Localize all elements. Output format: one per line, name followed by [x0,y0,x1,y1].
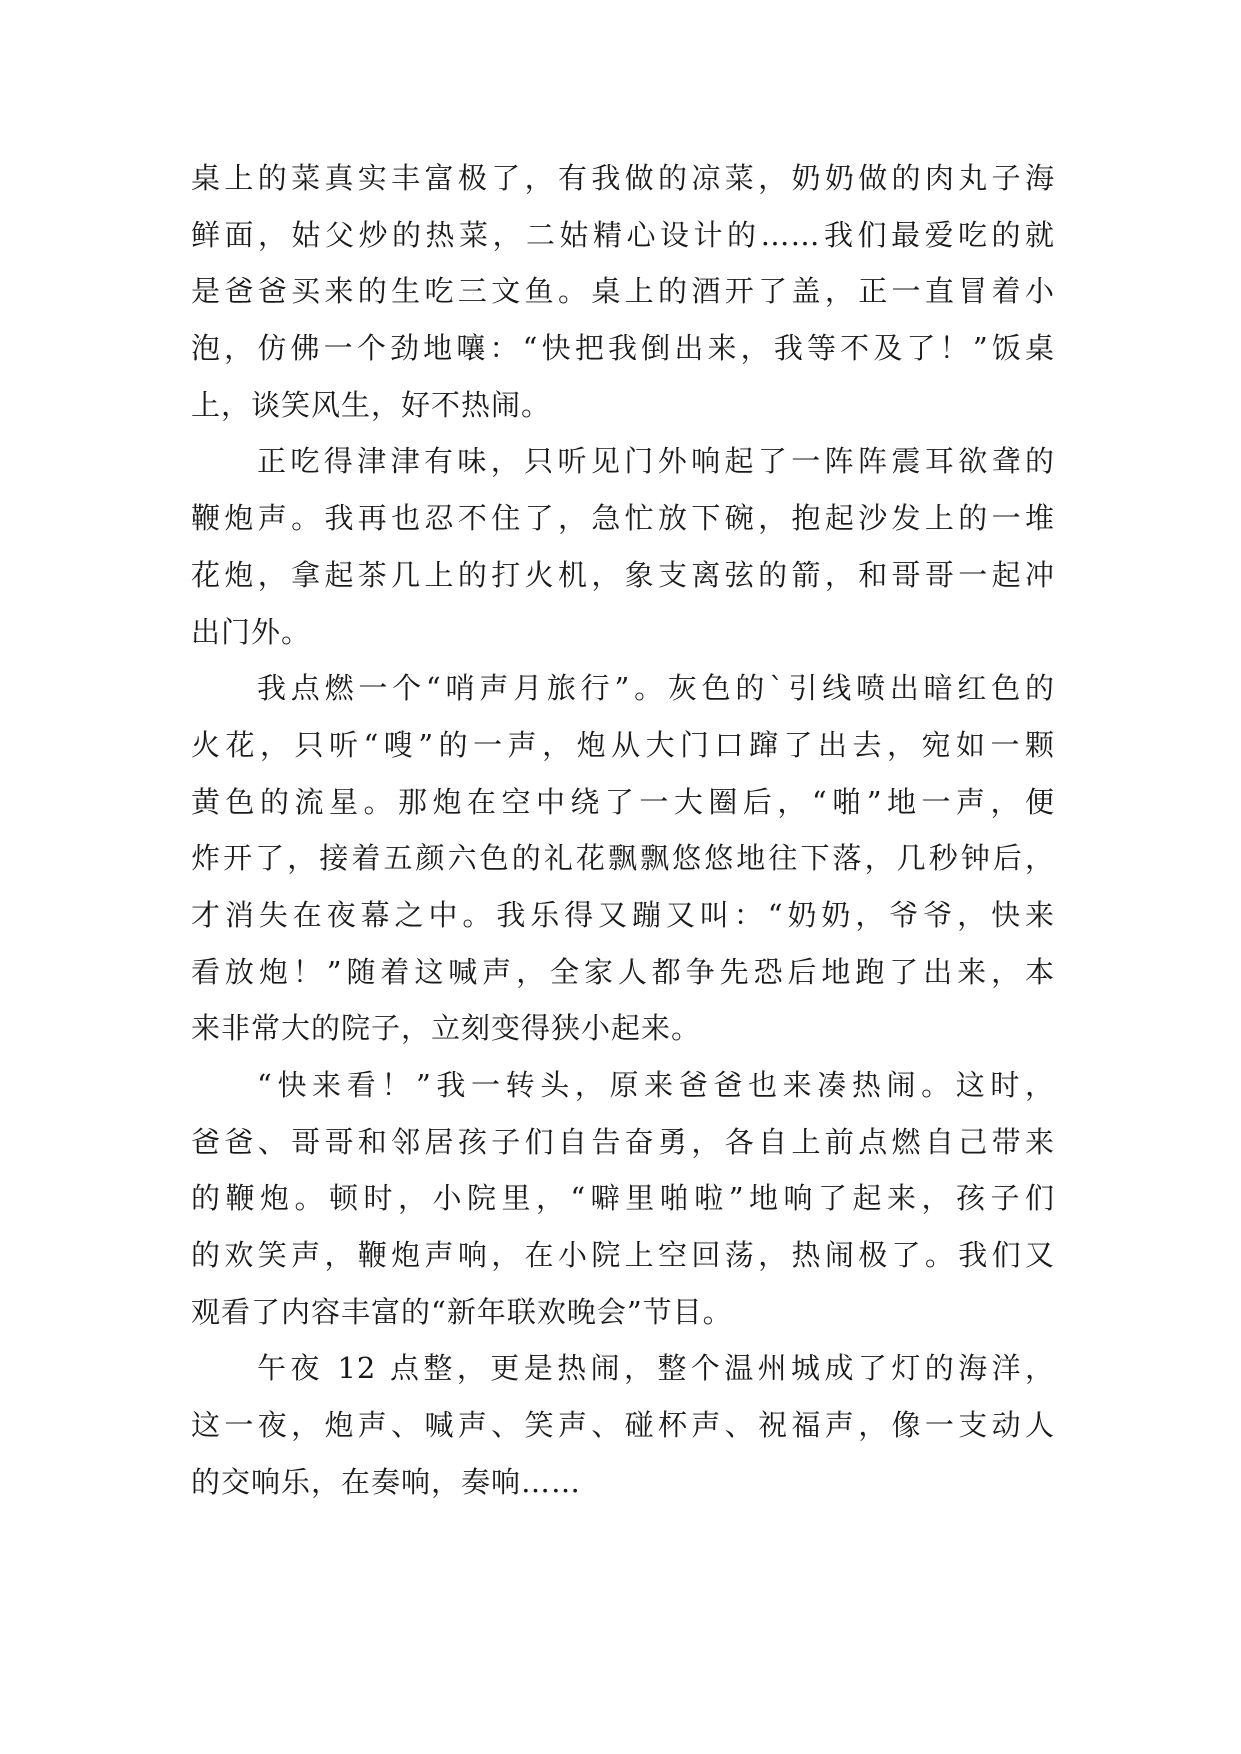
paragraph-3 [191,660,1055,1057]
text-line: 鞭炮声。我再也忍不住了，急忙放下碗，抱起沙发上的一堆 [191,501,1055,536]
text-line: 黄色的流星。那炮在空中绕了一大圈后，“啪”地一声，便 [191,784,1055,819]
text-line: 鲜面，姑父炒的热菜，二姑精心设计的……我们最爱吃的就 [191,217,1055,252]
paragraph-1 [191,150,1055,433]
text-line: 的欢笑声，鞭炮声响，在小院上空回荡，热闹极了。我们又 [191,1238,1055,1273]
text-line: 爸爸、哥哥和邻居孩子们自告奋勇，各自上前点燃自己带来 [191,1124,1055,1159]
text-line: 观看了内容丰富的“新年联欢晚会”节目。 [191,1294,733,1329]
text-line: 花炮，拿起茶几上的打火机，象支离弦的箭，和哥哥一起冲 [191,557,1055,592]
paragraph-4 [191,1057,1055,1340]
text-line: 正吃得津津有味，只听见门外响起了一阵阵震耳欲聋的 [257,444,1055,479]
text-line: 才消失在夜幕之中。我乐得又蹦又叫：“奶奶，爷爷，快来 [191,897,1055,932]
text-line: 泡，仿佛一个劲地嚷：“快把我倒出来，我等不及了！”饭桌 [191,331,1055,366]
text-line: 午夜 12 点整，更是热闹，整个温州城成了灯的海洋， [257,1351,1055,1386]
text-line: 看放炮！”随着这喊声，全家人都争先恐后地跑了出来，本 [191,954,1055,989]
text-line: 出门外。 [191,614,312,649]
text-line: 是爸爸买来的生吃三文鱼。桌上的酒开了盖，正一直冒着小 [191,274,1055,309]
document-body [191,150,1055,1511]
text-line: 炸开了，接着五颜六色的礼花飘飘悠悠地往下落，几秒钟后， [191,841,1055,876]
text-line: 这一夜，炮声、喊声、笑声、碰杯声、祝福声，像一支动人 [191,1408,1055,1443]
text-line: 的鞭炮。顿时，小院里，“噼里啪啦”地响了起来，孩子们 [191,1181,1055,1216]
text-line: 桌上的菜真实丰富极了，有我做的凉菜，奶奶做的肉丸子海 [191,161,1055,195]
text-line: 我点燃一个“哨声月旅行”。灰色的`引线喷出暗红色的 [257,671,1055,706]
text-line: 来非常大的院子，立刻变得狭小起来。 [191,1011,702,1046]
paragraph-2 [191,433,1055,660]
text-line: 的交响乐，在奏响，奏响…… [191,1464,582,1499]
text-line: 火花，只听“嗖”的一声，炮从大门口蹿了出去，宛如一颗 [191,727,1055,762]
paragraph-5 [191,1340,1055,1510]
text-line: 上，谈笑风生，好不热闹。 [191,387,552,422]
text-line: “快来看！”我一转头，原来爸爸也来凑热闹。这时， [257,1068,1055,1102]
